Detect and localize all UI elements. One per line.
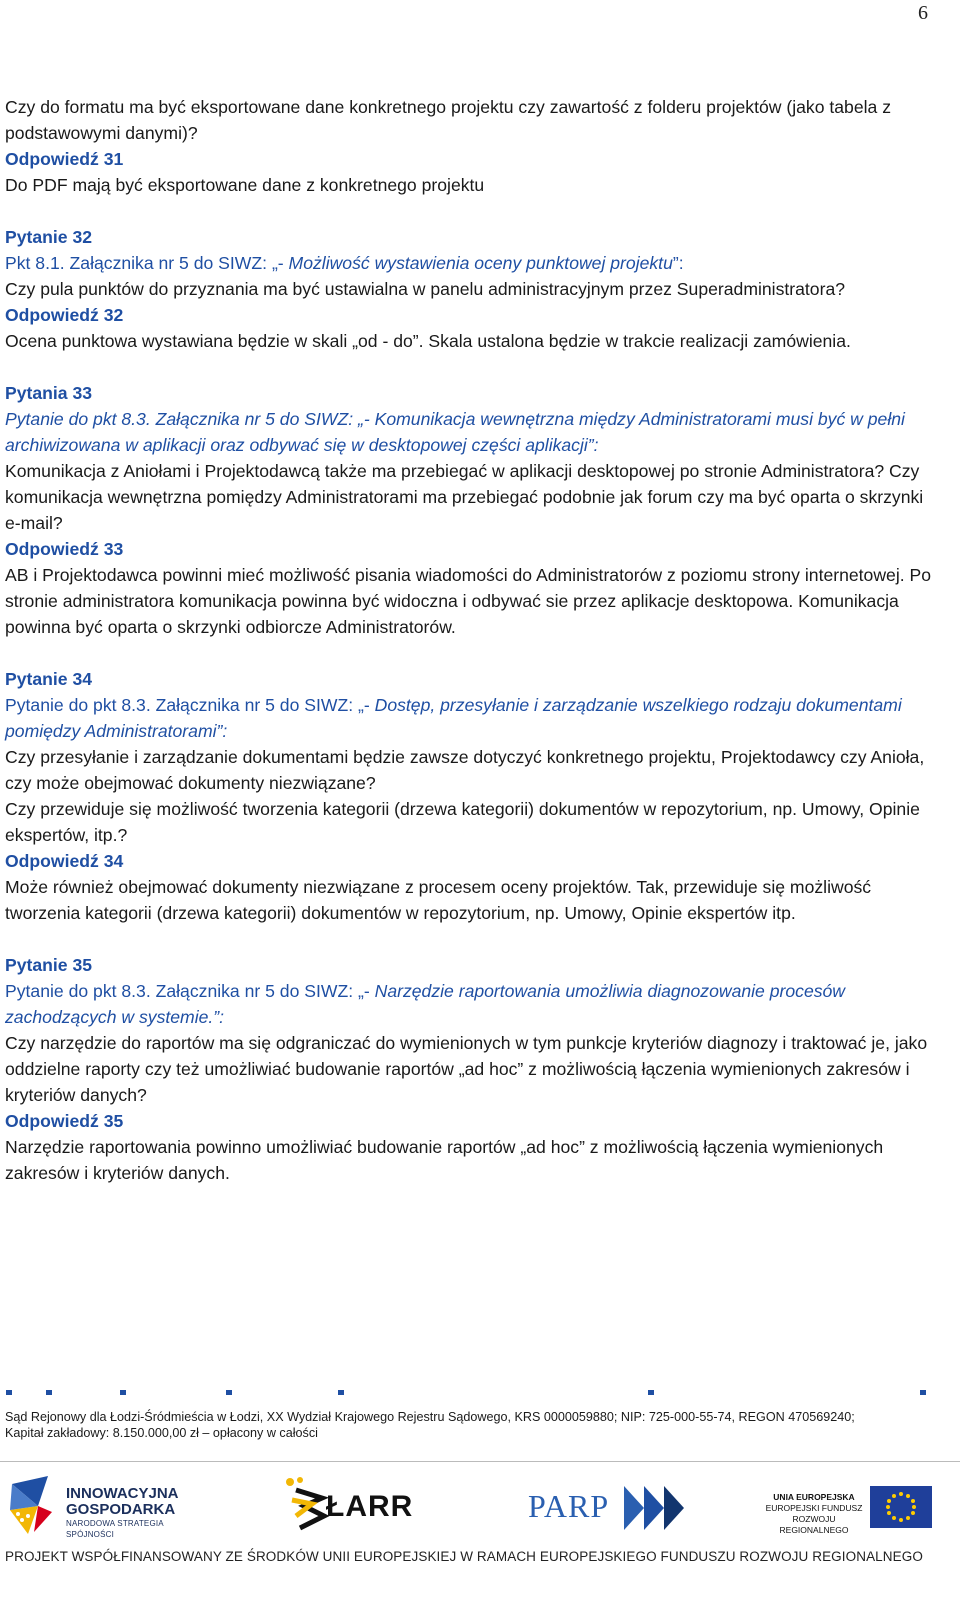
larr-logo: [282, 1476, 432, 1538]
question-33-heading: Pytania 33: [5, 383, 93, 403]
question-text: Czy do formatu ma być eksportowane dane konkretnego projektu czy zawartość z folderu projektów (jako tabela z podstawowymi danymi)?: [5, 97, 891, 143]
question-32-reference: [5, 250, 935, 276]
page-number: 6: [918, 2, 928, 24]
answer-31-heading: Odpowiedź 31: [5, 149, 124, 169]
answer-33-text: AB i Projektodawca powinni mieć możliwość pisania wiadomości do Administratorów z poziomu strony internetowej. Po stronie administratora komunikacja powinna być widoczna i odbywać sie przez aplikacje desktopowa. Komunikacja powinna być oparta o skrzynki odbiorcze Administratorów.: [5, 565, 932, 637]
eu-line-3: ROZWOJU REGIONALNEGO: [779, 1514, 849, 1535]
question-32-heading: Pytanie 32: [5, 227, 93, 247]
logo-strip: [0, 1474, 960, 1544]
answer-33-heading: Odpowiedź 33: [5, 539, 124, 559]
eu-text: [764, 1492, 864, 1536]
answer-35-heading: Odpowiedź 35: [5, 1111, 124, 1131]
eu-logo: [764, 1484, 944, 1536]
eu-flag-icon: [870, 1486, 932, 1528]
answer-34-heading: Odpowiedź 34: [5, 851, 124, 871]
question-34-reference: [5, 692, 935, 744]
dot: [120, 1390, 126, 1395]
document-body: [5, 94, 935, 1186]
larr-emblem-icon: [282, 1476, 332, 1534]
question-32-text: Czy pula punktów do przyznania ma być ustawialna w panelu administracyjnym przez Superadministratora?: [5, 279, 846, 299]
footer-line-2: Kapitał zakładowy: 8.150.000,00 zł – opłacony w całości: [5, 1426, 318, 1440]
question-34-heading: Pytanie 34: [5, 669, 93, 689]
dot: [338, 1390, 344, 1395]
cofinancing-notice: PROJEKT WSPÓŁFINANSOWANY ZE ŚRODKÓW UNII EUROPEJSKIEJ W RAMACH EUROPEJSKIEGO FUNDUSZU ROZWOJU REGIONALNEGO: [5, 1549, 923, 1564]
reference-end: ”:: [672, 253, 684, 273]
question-34-text-1: Czy przesyłanie i zarządzanie dokumentami będzie zawsze dotyczyć konkretnego projektu, Projektodawcy czy Anioła, czy może obejmować dokumenty niezwiązane?: [5, 747, 925, 793]
question-33-reference: [5, 406, 935, 458]
dot: [226, 1390, 232, 1395]
answer-34-text: Może również obejmować dokumenty niezwiązane z procesem oceny projektów. Tak, przewiduje się możliwość tworzenia kategorii (drzewa kategorii) dokumentów w repozytorium, np. Umowy, Opinie ekspertów itp.: [5, 877, 872, 923]
larr-text: ŁARR: [326, 1490, 414, 1523]
reference-italic: Dostęp, przesyłanie i zarządzanie wszelkiego rodzaju dokumentami pomiędzy Administratorami”:: [5, 695, 902, 741]
parp-text: PARP: [528, 1488, 610, 1524]
question-35-text: Czy narzędzie do raportów ma się odgraniczać do wymienionych w tym punkcje kryteriów diagnozy i traktować je, jako oddzielne raporty czy też umożliwiać budowanie raportów „ad hoc” z możliwością łączenia wymienionych zakresów i kryteriów danych?: [5, 1033, 928, 1105]
innowacyjna-gospodarka-logo: [8, 1474, 198, 1538]
reference-italic: : „- Komunikacja wewnętrzna między Administratorami musi być w pełni archiwizowana w aplikacji oraz odbywać się w desktopowej części aplikacji”:: [5, 409, 905, 455]
footer-line-1: Sąd Rejonowy dla Łodzi-Śródmieścia w Łodzi, XX Wydział Krajowego Rejestru Sądowego, KRS 0000059880; NIP: 725-000-55-74, REGON 470569240;: [5, 1410, 855, 1424]
reference-italic: Narzędzie raportowania umożliwia diagnozowanie procesów zachodzących w systemie.”:: [5, 981, 846, 1027]
answer-35-text: Narzędzie raportowania powinno umożliwiać budowanie raportów „ad hoc” z możliwością łączenia wymienionych zakresów i kryteriów danych.: [5, 1137, 884, 1183]
separator-dots: [0, 1390, 960, 1396]
answer-32-heading: Odpowiedź 32: [5, 305, 124, 325]
parp-logo: [528, 1482, 698, 1536]
dot: [46, 1390, 52, 1395]
ig-line-3: NARODOWA STRATEGIA SPÓJNOŚCI: [66, 1519, 164, 1539]
dot: [920, 1390, 926, 1395]
eu-line-1: UNIA EUROPEJSKA: [773, 1492, 855, 1502]
reference-plain: Pytanie do pkt 8.3. Załącznika nr 5 do SIWZ: „-: [5, 981, 375, 1001]
footer-legal: [5, 1409, 945, 1441]
question-35-heading: Pytanie 35: [5, 955, 93, 975]
reference-italic: Możliwość wystawienia oceny punktowej projektu: [288, 253, 673, 273]
ig-line-2: GOSPODARKA: [66, 1501, 176, 1518]
reference-plain: Pkt 8.1. Załącznika nr 5 do SIWZ: „-: [5, 253, 289, 273]
ig-line-1: INNOWACYJNA: [66, 1485, 179, 1502]
dot: [6, 1390, 12, 1395]
answer-31-text: Do PDF mają być eksportowane dane z konkretnego projektu: [5, 175, 485, 195]
reference-plain: Pytanie do pkt 8.3. Załącznika nr 5 do SIWZ: [5, 409, 349, 429]
reference-plain: Pytanie do pkt 8.3. Załącznika nr 5 do SIWZ: „-: [5, 695, 375, 715]
ig-text: [66, 1486, 198, 1540]
answer-32-text: Ocena punktowa wystawiana będzie w skali „od - do”. Skala ustalona będzie w trakcie realizacji zamówienia.: [5, 331, 851, 351]
footer-divider: [0, 1461, 960, 1462]
ig-emblem-icon: [8, 1476, 54, 1536]
parp-arrows-icon: [618, 1482, 692, 1534]
question-35-reference: [5, 978, 935, 1030]
dot: [648, 1390, 654, 1395]
question-34-text-2: Czy przewiduje się możliwość tworzenia kategorii (drzewa kategorii) dokumentów w repozytorium, np. Umowy, Opinie ekspertów, itp.?: [5, 799, 920, 845]
question-33-text: Komunikacja z Aniołami i Projektodawcą także ma przebiegać w aplikacji desktopowej po stronie Administratora? Czy komunikacja wewnętrzna pomiędzy Administratorami ma przebiegać podobnie jak forum czy ma być oparta o skrzynki e-mail?: [5, 461, 924, 533]
eu-line-2: EUROPEJSKI FUNDUSZ: [765, 1503, 863, 1513]
